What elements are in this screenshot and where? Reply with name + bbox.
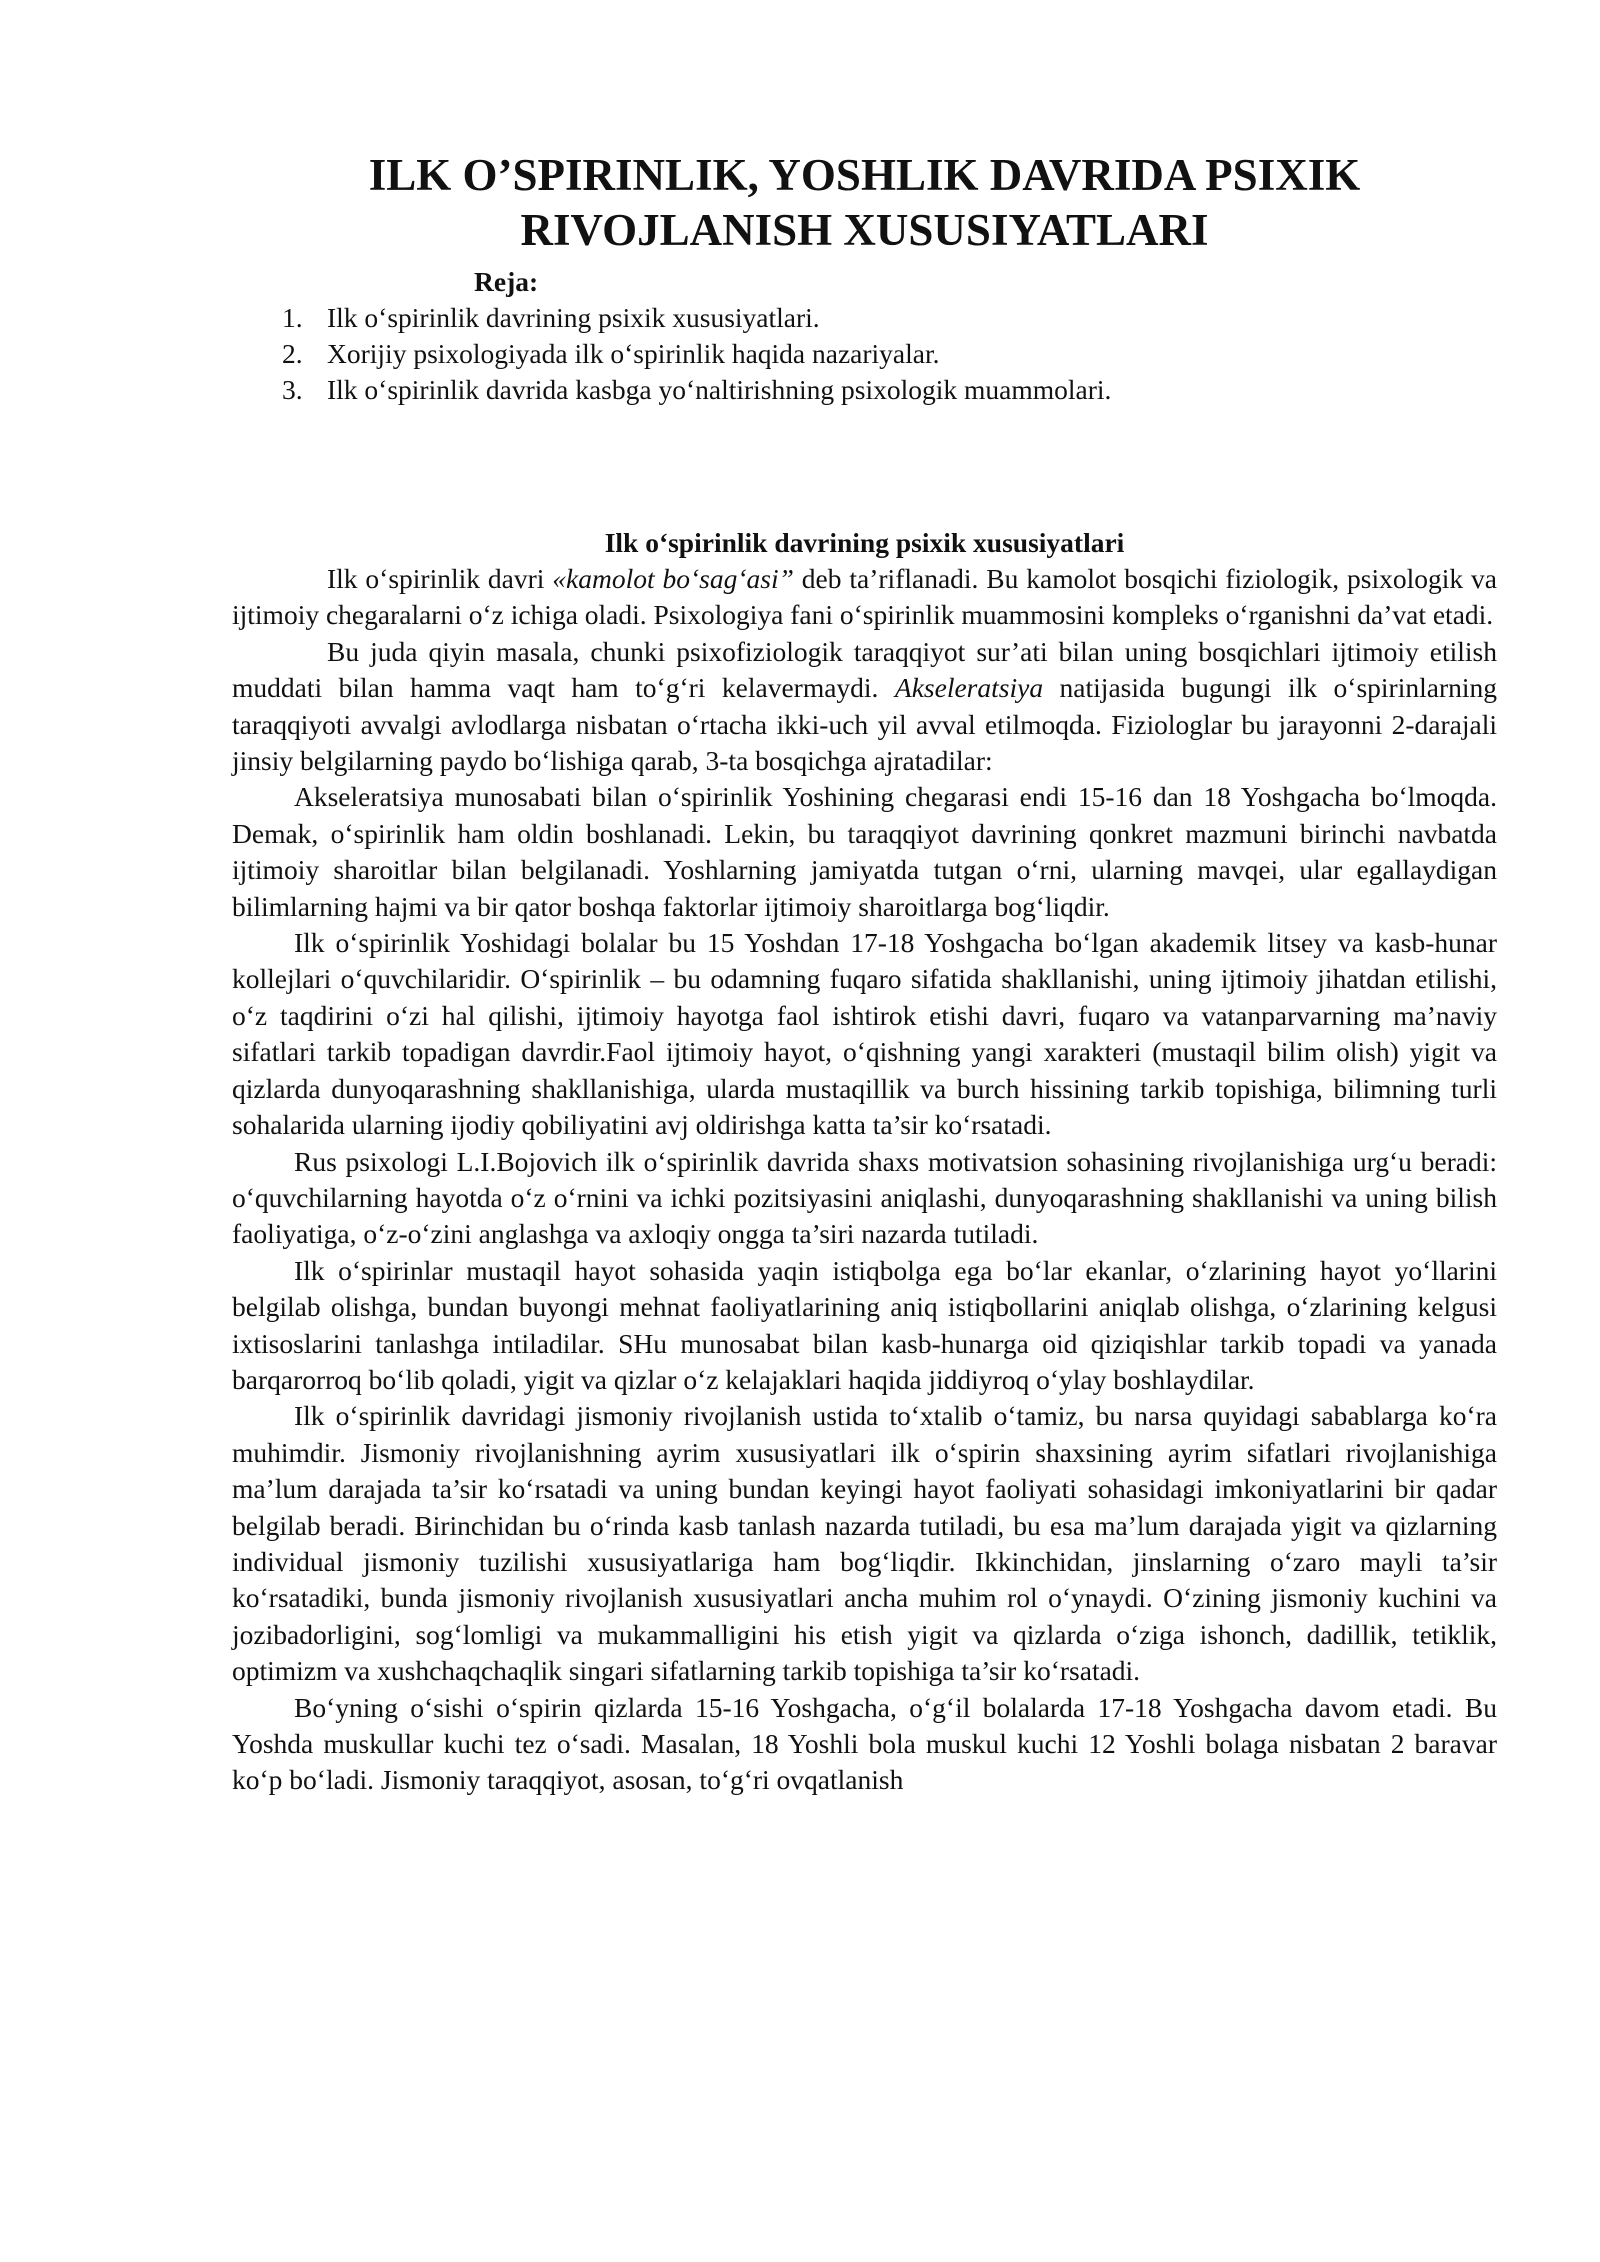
plan-item — [232, 336, 1497, 372]
paragraph: Ilk o‘spirinlar mustaqil hayot sohasida yaqin istiqbolga ega bo‘lar ekanlar, o‘zlarining hayot yo‘llarini belgilab olishga, bundan buyongi mehnat faoliyatlarining aniq istiqbollarini aniqlab olishga, o‘zlarining kelgusi ixtisoslarini tanlashga intiladilar. SHu munosabat bilan kasb-hunarga oid qiziqishlar tarkib topadi va yanada barqarorroq bo‘lib qoladi, yigit va qizlar o‘z kelajaklari haqida jiddiyroq o‘ylay boshlaydilar. — [232, 1254, 1497, 1395]
document-title — [232, 148, 1497, 258]
plan-item-text: Ilk o‘spirinlik davrida kasbga yo‘naltirishning psixologik muammolari. — [327, 374, 1112, 405]
paragraph: Ilk o‘spirinlik Yoshidagi bolalar bu 15 Yoshdan 17-18 Yoshgacha bo‘lgan akademik litsey va kasb-hunar kollejlari o‘quvchilaridir. O‘spirinlik – bu odamning fuqaro sifatida shakllanishi, uning ijtimoiy jihatdan etilishi, o‘z taqdirini o‘zi hal qilishi, ijtimoiy hayotga faol ishtirok etishi davri, fuqaro va vatanparvarning ma’naviy sifatlari tarkib topadigan davrdir.Faol ijtimoiy hayot, o‘qishning yangi xarakteri (mustaqil bilim olish) yigit va qizlarda dunyoqarashning shakllanishiga, ularda mustaqillik va burch hissining tarkib topishiga, bilimning turli sohalarida ularning ijodiy qobiliyatini avj oldirishga katta ta’sir ko‘rsatadi. — [232, 927, 1497, 1141]
paragraph — [232, 561, 1497, 634]
title-line-1: ILK O’SPIRINLIK, YOSHLIK DAVRIDA PSIXIK — [368, 150, 1361, 200]
plan-item-number: 1. — [282, 302, 303, 333]
paragraph-text: Ilk o‘spirinlik davri — [327, 563, 553, 594]
plan-item-number: 2. — [282, 338, 303, 369]
paragraph-text: natijasida bugungi ilk o‘spirinlarning taraqqiyoti avvalgi avlodlarga nisbatan o‘rtacha ikki-uch yil avval etilmoqda. Fiziologlar bu jarayonni 2-darajali jinsiy belgilarning paydo bo‘lishiga qarab, 3-ta bosqichga ajratadilar: — [232, 672, 1498, 777]
italic-term: Akseleratsiya — [894, 672, 1044, 704]
title-line-2: RIVOJLANISH XUSUSIYATLARI — [520, 205, 1209, 255]
plan-item-text: Xorijiy psixologiyada ilk o‘spirinlik haqida nazariyalar. — [327, 338, 940, 369]
document-page — [232, 148, 1497, 1799]
section-heading: Ilk o‘spirinlik davrining psixik xususiyatlari — [604, 527, 1125, 558]
paragraph — [232, 634, 1497, 780]
plan-list — [232, 300, 1497, 408]
paragraph-text: deb ta’riflanadi. Bu kamolot bosqichi fiziologik, psixologik va ijtimoiy chegaralarni o‘z ichiga oladi. Psixologiya fani o‘spirinlik muammosini kompleks o‘rganishni da’vat etadi. — [232, 563, 1497, 631]
plan-item — [232, 300, 1497, 336]
paragraph: Rus psixologi L.I.Bojovich ilk o‘spirinlik davrida shaxs motivatsion sohasining rivojlanishiga urg‘u beradi: o‘quvchilarning hayotda o‘z o‘rnini va ichki pozitsiyasini aniqlashi, dunyoqarashning shakllanishi va uning bilish faoliyatiga, o‘z-o‘zini anglashga va axloqiy ongga ta’siri nazarda tutiladi. — [232, 1145, 1497, 1250]
paragraph: Ilk o‘spirinlik davridagi jismoniy rivojlanish ustida to‘xtalib o‘tamiz, bu narsa quyidagi sabablarga ko‘ra muhimdir. Jismoniy rivojlanishning ayrim xususiyatlari ilk o‘spirin shaxsining ayrim sifatlari rivojlanishiga ma’lum darajada ta’sir ko‘rsatadi va uning bundan keyingi hayot faoliyati sohasidagi imkoniyatlarini bir qadar belgilab beradi. Birinchidan bu o‘rinda kasb tanlash nazarda tutiladi, bu esa ma’lum darajada yigit va qizlarning individual jismoniy tuzilishi xususiyatlariga ham bog‘liqdir. Ikkinchidan, jinslarning o‘zaro mayli ta’sir ko‘rsatadiki, bunda jismoniy rivojlanish xususiyatlari ancha muhim rol o‘ynaydi. O‘zining jismoniy kuchini va jozibadorligini, sog‘lomligi va mukammalligini his etish yigit va qizlarda o‘ziga ishonch, dadillik, tetiklik, optimizm va xushchaqchaqlik singari sifatlarning tarkib topishiga ta’sir ko‘rsatadi. — [232, 1400, 1497, 1687]
plan-item-number: 3. — [282, 374, 303, 405]
plan-heading: Reja: — [474, 266, 539, 297]
plan-item — [232, 372, 1497, 408]
paragraph: Bo‘yning o‘sishi o‘spirin qizlarda 15-16 Yoshgacha, o‘g‘il bolalarda 17-18 Yoshgacha davom etadi. Bu Yoshda muskullar kuchi tez o‘sadi. Masalan, 18 Yoshli bola muskul kuchi 12 Yoshli bolaga nisbatan 2 baravar ko‘p bo‘ladi. Jismoniy taraqqiyot, asosan, to‘g‘ri ovqatlanish — [232, 1691, 1497, 1796]
paragraph: Akseleratsiya munosabati bilan o‘spirinlik Yoshining chegarasi endi 15-16 dan 18 Yoshgacha bo‘lmoqda. Demak, o‘spirinlik ham oldin boshlanadi. Lekin, bu taraqqiyot davrining qonkret mazmuni birinchi navbatda ijtimoiy sharoitlar bilan belgilanadi. Yoshlarning jamiyatda tutgan o‘rni, ularning mavqei, ular egallaydigan bilimlarning hajmi va bir qator boshqa faktorlar ijtimoiy sharoitlarga bog‘liqdir. — [232, 781, 1497, 922]
paragraph-text: Bu juda qiyin masala, chunki psixofiziologik taraqqiyot sur’ati bilan uning bosqichlari ijtimoiy etilish muddati bilan hamma vaqt ham to‘g‘ri kelavermaydi. — [232, 635, 1497, 704]
plan-item-text: Ilk o‘spirinlik davrining psixik xususiyatlari. — [327, 302, 820, 333]
italic-term: «kamolot bo‘sag‘asi” — [552, 563, 794, 594]
